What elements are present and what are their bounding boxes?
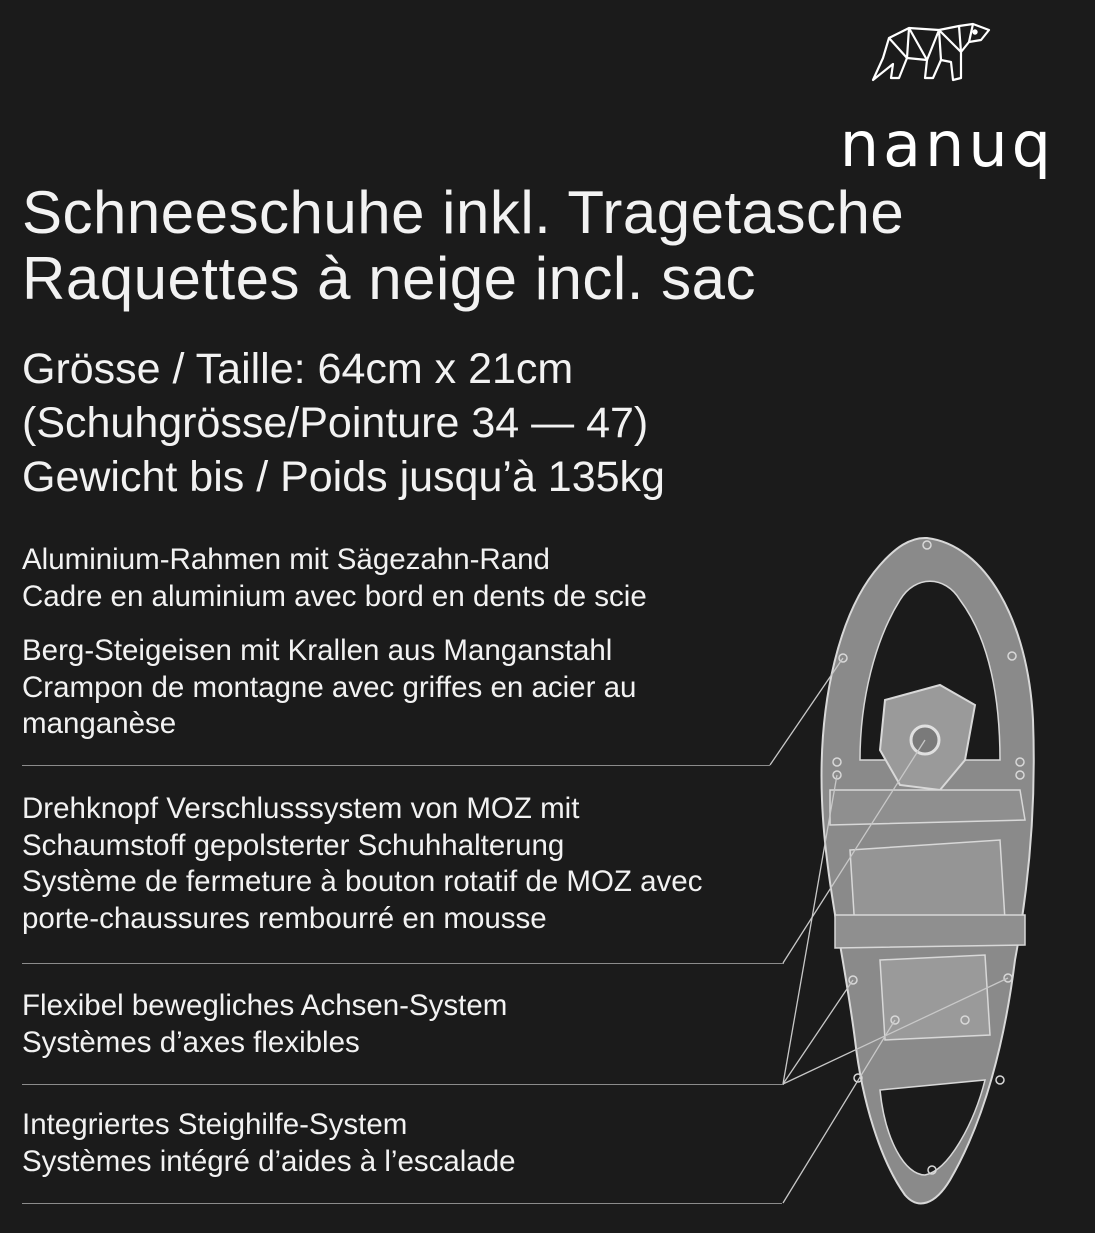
feature-text-fr: Systèmes d’axes flexibles: [22, 1025, 360, 1059]
polar-bear-icon: [869, 18, 993, 88]
feature-text-de: Schaumstoff gepolsterter Schuhhalterung: [22, 828, 565, 862]
brand-logo: [805, 18, 1055, 181]
snowshoe-binding: [880, 685, 975, 790]
feature-item: [22, 633, 636, 743]
feature-item: [22, 791, 702, 937]
spec-shoe-size: (Schuhgrösse/Pointure 34 — 47): [22, 399, 649, 447]
rivets: [833, 541, 1024, 1174]
feature-text-de: Berg-Steigeisen mit Krallen aus Manganstahl: [22, 634, 613, 667]
feature-text-fr: Système de fermeture à bouton rotatif de MOZ avec: [22, 865, 703, 898]
snowshoe-frame: [822, 538, 1034, 1204]
callout-lines: [770, 658, 1008, 1203]
snowshoe-binding: [850, 840, 1005, 930]
feature-text-fr: Systèmes intégré d’aides à l’escalade: [22, 1144, 516, 1178]
feature-text-fr: manganèse: [22, 707, 177, 740]
feature-text-de: Drehknopf Verschlusssystem von MOZ mit: [22, 792, 580, 825]
product-specs: [22, 342, 665, 504]
product-title: [22, 180, 904, 312]
feature-item: [22, 1107, 516, 1180]
feature-item: [22, 988, 507, 1061]
title-german: Schneeschuhe inkl. Tragetasche: [22, 179, 905, 246]
snowshoe-lower-cutout: [880, 1080, 985, 1175]
feature-text-fr: Crampon de montagne avec griffes en acier au: [22, 670, 637, 704]
title-french: Raquettes à neige incl. sac: [22, 245, 756, 312]
divider: [22, 963, 784, 964]
feature-text-fr: porte-chaussures rembourré en mousse: [22, 901, 547, 935]
feature-text-de: Flexibel bewegliches Achsen-System: [22, 989, 508, 1022]
spec-weight: Gewicht bis / Poids jusqu’à 135kg: [22, 453, 665, 501]
divider: [22, 765, 770, 766]
snowshoe-inner-cutout: [860, 581, 1000, 760]
boa-dial-icon: [911, 726, 939, 754]
snowshoe-binding: [835, 915, 1025, 948]
divider: [22, 1203, 782, 1204]
spec-size: Grösse / Taille: 64cm x 21cm: [22, 345, 574, 393]
feature-text-de: Integriertes Steighilfe-System: [22, 1108, 408, 1141]
feature-text-fr: Cadre en aluminium avec bord en dents de scie: [22, 579, 647, 613]
heel-lift-plate: [880, 955, 990, 1040]
feature-item: [22, 542, 647, 615]
feature-text-de: Aluminium-Rahmen mit Sägezahn-Rand: [22, 543, 550, 576]
snowshoe-binding: [830, 790, 1025, 825]
brand-name: nanuq: [839, 108, 1055, 181]
divider: [22, 1084, 784, 1085]
